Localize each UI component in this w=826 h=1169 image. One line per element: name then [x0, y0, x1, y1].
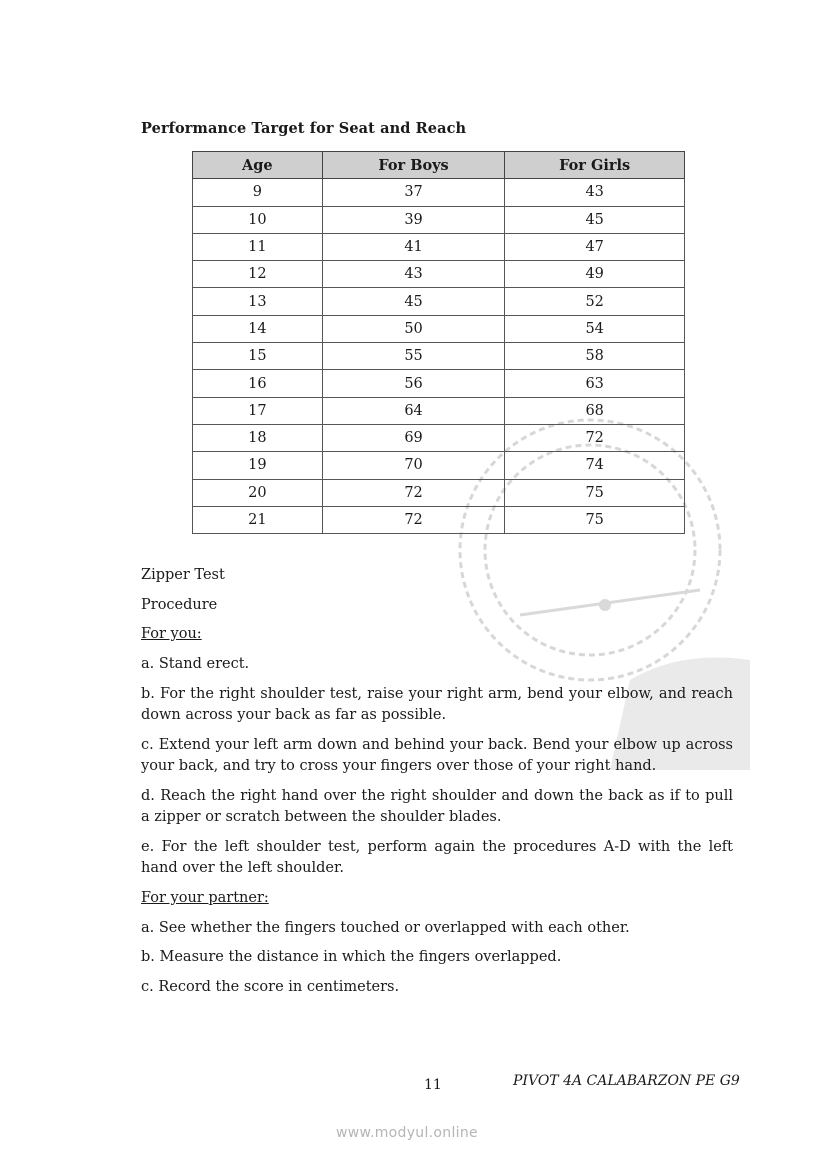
table-row [193, 343, 685, 370]
for-you-step: d. Reach the right hand over the right shoulder and down the back as if to pull a zipper or scratch between the shoulder blades. [141, 788, 733, 825]
cell-age: 18 [193, 424, 323, 451]
cell-girls: 47 [505, 233, 685, 260]
section-title: Performance Target for Seat and Reach [141, 120, 467, 137]
cell-boys: 50 [322, 315, 505, 342]
zipper-test-title: Zipper Test [141, 567, 225, 583]
cell-age: 14 [193, 315, 323, 342]
cell-girls: 75 [505, 506, 685, 533]
cell-girls: 63 [505, 370, 685, 397]
cell-girls: 49 [505, 261, 685, 288]
for-partner-label: For your partner: [141, 890, 269, 906]
cell-age: 12 [193, 261, 323, 288]
table-row [193, 261, 685, 288]
table-row [193, 288, 685, 315]
cell-age: 9 [193, 179, 323, 206]
cell-age: 13 [193, 288, 323, 315]
cell-age: 15 [193, 343, 323, 370]
cell-age: 16 [193, 370, 323, 397]
cell-age: 19 [193, 452, 323, 479]
cell-boys: 72 [322, 479, 505, 506]
cell-age: 21 [193, 506, 323, 533]
website-watermark: www.modyul.online [336, 1125, 478, 1141]
cell-boys: 39 [322, 206, 505, 233]
page-number: 11 [424, 1077, 442, 1093]
performance-target-table [192, 151, 685, 534]
for-partner-step: b. Measure the distance in which the fingers overlapped. [141, 949, 562, 965]
cell-age: 20 [193, 479, 323, 506]
cell-age: 10 [193, 206, 323, 233]
cell-girls: 54 [505, 315, 685, 342]
cell-boys: 37 [322, 179, 505, 206]
table-row [193, 233, 685, 260]
cell-boys: 56 [322, 370, 505, 397]
table-row [193, 424, 685, 451]
cell-girls: 74 [505, 452, 685, 479]
for-partner-step: a. See whether the fingers touched or overlapped with each other. [141, 920, 630, 936]
table-header-row [193, 152, 685, 179]
cell-girls: 72 [505, 424, 685, 451]
cell-boys: 45 [322, 288, 505, 315]
table-row [193, 315, 685, 342]
cell-boys: 70 [322, 452, 505, 479]
cell-boys: 72 [322, 506, 505, 533]
header-girls: For Girls [505, 152, 685, 179]
table-row [193, 206, 685, 233]
table-row [193, 479, 685, 506]
for-partner-step: c. Record the score in centimeters. [141, 979, 400, 995]
for-you-step: e. For the left shoulder test, perform again the procedures A-D with the left hand over the left shoulder. [141, 839, 733, 876]
cell-age: 17 [193, 397, 323, 424]
cell-boys: 64 [322, 397, 505, 424]
header-age: Age [193, 152, 323, 179]
cell-girls: 52 [505, 288, 685, 315]
cell-girls: 68 [505, 397, 685, 424]
table-row [193, 452, 685, 479]
for-you-label: For you: [141, 626, 202, 642]
table-row [193, 397, 685, 424]
table-row [193, 370, 685, 397]
table-row [193, 506, 685, 533]
cell-boys: 41 [322, 233, 505, 260]
table-row [193, 179, 685, 206]
cell-boys: 55 [322, 343, 505, 370]
cell-boys: 69 [322, 424, 505, 451]
cell-boys: 43 [322, 261, 505, 288]
cell-age: 11 [193, 233, 323, 260]
header-boys: For Boys [322, 152, 505, 179]
cell-girls: 45 [505, 206, 685, 233]
for-you-step: b. For the right shoulder test, raise your right arm, bend your elbow, and reach down across your back as far as possible. [141, 686, 733, 723]
cell-girls: 43 [505, 179, 685, 206]
cell-girls: 58 [505, 343, 685, 370]
for-you-step: a. Stand erect. [141, 656, 250, 672]
footer-title: PIVOT 4A CALABARZON PE G9 [513, 1073, 740, 1089]
cell-girls: 75 [505, 479, 685, 506]
procedure-label: Procedure [141, 597, 218, 613]
for-you-step: c. Extend your left arm down and behind your back. Bend your elbow up across your back, and try to cross your fingers over those of your right hand. [141, 737, 733, 774]
